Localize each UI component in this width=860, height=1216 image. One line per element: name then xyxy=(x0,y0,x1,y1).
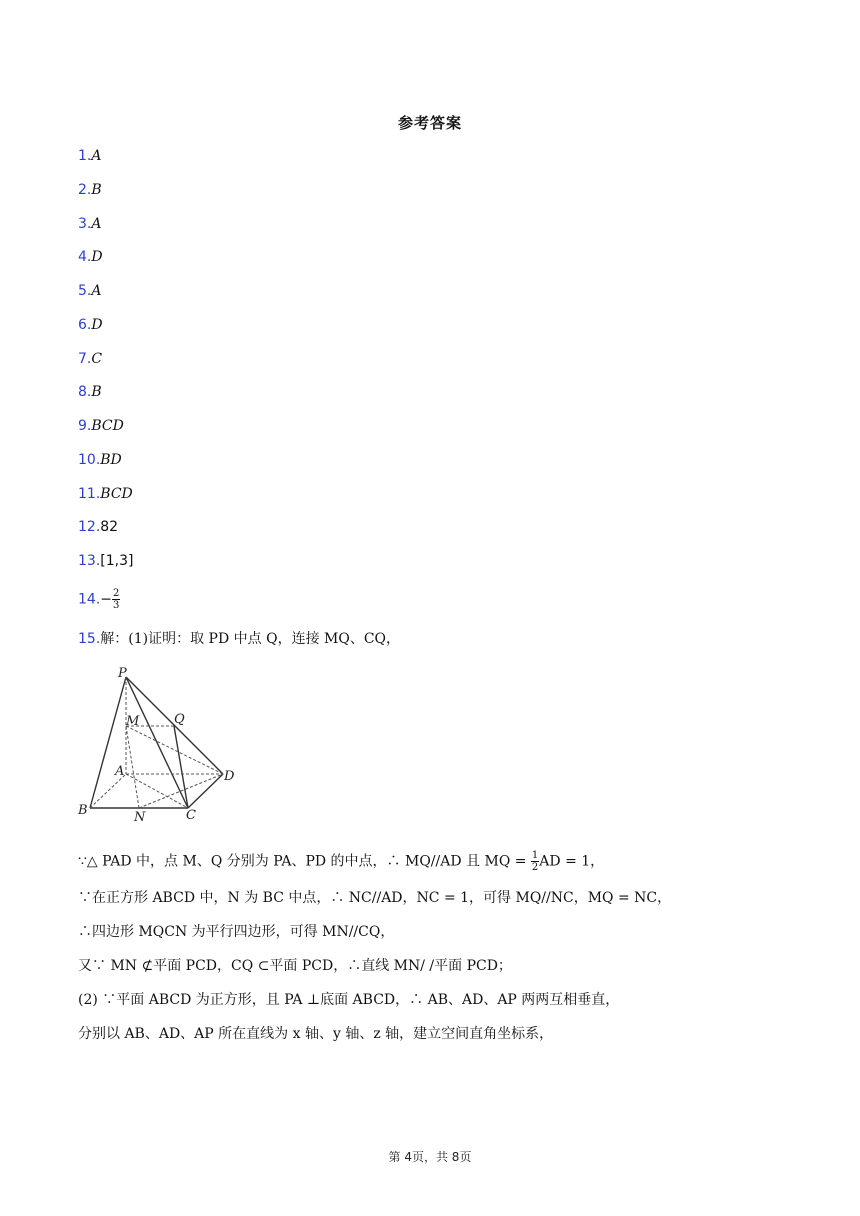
answer-value: B xyxy=(91,182,102,198)
answer-number: 13. xyxy=(78,553,101,569)
answer-number: 12. xyxy=(78,519,101,535)
edge-mn xyxy=(126,726,139,808)
pyramid-figure xyxy=(76,663,246,823)
answer-item xyxy=(78,450,122,470)
answer-value: [1,3] xyxy=(100,553,134,569)
answer-item xyxy=(78,315,103,335)
answer-number: 10. xyxy=(78,452,101,468)
answer-number: 3. xyxy=(78,216,92,232)
answer-number: 9. xyxy=(78,418,92,434)
answer-number: 11. xyxy=(78,486,101,502)
answer-value: A xyxy=(91,283,102,299)
proof-text: AD = 1， xyxy=(539,853,605,870)
page-footer: 第 4页，共 8页 xyxy=(388,1150,472,1164)
answer-number: 1. xyxy=(78,148,92,164)
fraction-numerator: 2 xyxy=(113,588,120,599)
answer-item xyxy=(78,180,102,200)
answer-item xyxy=(78,588,120,611)
label-n: N xyxy=(134,810,146,823)
answer-item xyxy=(78,214,101,234)
answer-number: 8. xyxy=(78,384,92,400)
label-m: M xyxy=(126,714,140,729)
proof-line-4: 又∵ MN ⊄平面 PCD，CQ ⊂平面 PCD，∴直线 MN/ /平面 PCD； xyxy=(78,958,512,974)
answer-number: 14. xyxy=(78,591,101,608)
edge-pc xyxy=(126,677,188,808)
label-q: Q xyxy=(174,712,185,727)
q15-intro: 解：(1)证明：取 PD 中点 Q，连接 MQ、CQ， xyxy=(100,631,401,647)
page-title: 参考答案 xyxy=(397,114,462,132)
label-d: D xyxy=(224,769,235,784)
answer-item xyxy=(78,281,101,301)
fraction-numerator: 1 xyxy=(531,850,539,861)
edge-cd xyxy=(188,774,223,808)
edge-nd xyxy=(139,774,223,808)
answer-value: 82 xyxy=(100,519,119,535)
answer-number: 6. xyxy=(78,317,92,333)
label-c: C xyxy=(186,808,196,823)
answer-number: 7. xyxy=(78,351,92,367)
proof-line-1 xyxy=(78,850,604,873)
edge-pb xyxy=(90,677,126,808)
answer-value: B xyxy=(91,384,102,400)
answer-value: C xyxy=(91,351,103,367)
answer-item xyxy=(78,349,102,369)
proof-line-6: 分别以 AB、AD、AP 所在直线为 x 轴、y 轴、z 轴，建立空间直角坐标系， xyxy=(78,1026,554,1042)
label-p: P xyxy=(118,666,127,681)
answer-number: 15. xyxy=(78,631,101,647)
proof-line-5: (2) ∵平面 ABCD 为正方形，且 PA ⊥底面 ABCD，∴ AB、AD、AP 两两互相垂直， xyxy=(78,992,620,1008)
edge-qc xyxy=(174,726,188,808)
proof-line-2: ∵在正方形 ABCD 中，N 为 BC 中点，∴ NC//AD，NC = 1，可得 MQ//NC，MQ = NC， xyxy=(78,890,672,906)
answer-item xyxy=(78,416,124,436)
label-b: B xyxy=(78,803,88,818)
answer-value: BD xyxy=(100,452,122,468)
fraction-denominator: 3 xyxy=(113,600,120,611)
answer-item xyxy=(78,517,118,537)
fraction xyxy=(112,588,120,611)
answer-item xyxy=(78,247,103,267)
q15-intro-line xyxy=(78,629,400,649)
answer-item xyxy=(78,382,102,402)
answer-number: 2. xyxy=(78,182,92,198)
answer-item xyxy=(78,484,133,504)
proof-text: ∵△ PAD 中，点 M、Q 分别为 PA、PD 的中点，∴ MQ//AD 且 MQ = xyxy=(78,853,531,870)
answer-value: D xyxy=(91,317,103,333)
answer-value: A xyxy=(91,148,102,164)
proof-line-3: ∴四边形 MQCN 为平行四边形，可得 MN//CQ， xyxy=(78,924,395,940)
answer-value: D xyxy=(91,249,103,265)
answer-number: 4. xyxy=(78,249,92,265)
fraction-denominator: 2 xyxy=(531,862,539,873)
answer-number: 5. xyxy=(78,283,92,299)
answer-value: A xyxy=(91,216,102,232)
answer-sign: − xyxy=(100,591,112,608)
answer-item xyxy=(78,551,133,571)
edge-ac xyxy=(126,774,188,808)
edge-ba xyxy=(90,774,126,808)
answer-value: BCD xyxy=(100,486,133,502)
solid-edges xyxy=(90,677,223,808)
label-a: A xyxy=(115,764,125,779)
edge-md xyxy=(126,726,223,774)
answer-item xyxy=(78,146,101,166)
answer-value: BCD xyxy=(91,418,124,434)
